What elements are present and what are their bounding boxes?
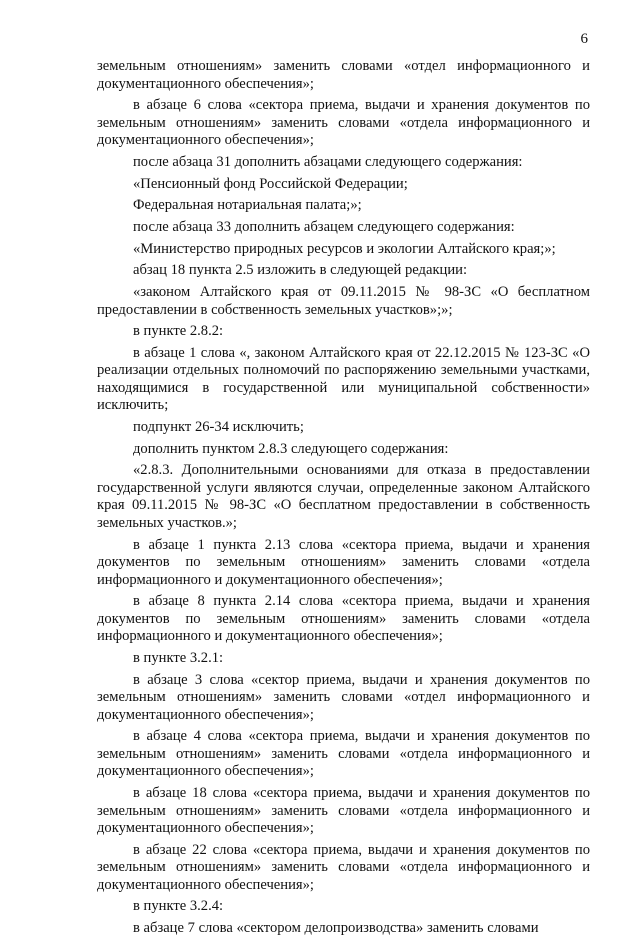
paragraph: в абзаце 1 слова «, законом Алтайского края от 22.12.2015 № 123-ЗС «О реализации отдельных полномочий по распоряжению земельными участками, находящимися в государственной или муниципальной собственности» исключить; xyxy=(97,344,590,414)
paragraph: в пункте 3.2.4: xyxy=(133,898,224,915)
paragraph: «Пенсионный фонд Российской Федерации; xyxy=(133,175,408,192)
paragraph: абзац 18 пункта 2.5 изложить в следующей редакции: xyxy=(133,262,468,279)
paragraph: в абзаце 4 слова «сектора приема, выдачи и хранения документов по земельным отношениям» заменить словами «отдела информационного и документационного обеспечения»; xyxy=(97,728,590,780)
paragraph: в абзаце 3 слова «сектор приема, выдачи и хранения документов по земельным отношениям» заменить словами «отдел информационного и документационного обеспечения»; xyxy=(97,671,590,723)
paragraph: «2.8.3. Дополнительными основаниями для отказа в предоставлении государственной услуги являются случаи, определенные законом Алтайского края 09.11.2015 № 98-ЗС «О бесплатном предоставлении в собственность земельных участков.»; xyxy=(97,462,590,531)
paragraph: в пункте 3.2.1: xyxy=(133,650,224,666)
document-body xyxy=(97,58,590,942)
paragraph: в абзаце 18 слова «сектора приема, выдачи и хранения документов по земельным отношениям» заменить словами «отдела информационного и документационного обеспечения»; xyxy=(97,785,590,837)
paragraph: в абзаце 7 слова «сектором делопроизводства» заменить словами xyxy=(133,920,539,937)
paragraph: в абзаце 6 слова «сектора приема, выдачи и хранения документов по земельным отношениям» заменить словами «отдела информационного и документационного обеспечения»; xyxy=(97,97,590,149)
paragraph: после абзаца 33 дополнить абзацем следующего содержания: xyxy=(133,218,515,235)
paragraph: земельным отношениям» заменить словами «отдел информационного и документационного обеспечения»; xyxy=(97,58,590,92)
paragraph: подпункт 26-34 исключить; xyxy=(133,419,304,436)
paragraph: в абзаце 22 слова «сектора приема, выдачи и хранения документов по земельным отношениям» заменить словами «отдела информационного и документационного обеспечения»; xyxy=(97,841,590,893)
paragraph: «Министерство природных ресурсов и экологии Алтайского края;»; xyxy=(133,240,556,257)
page-number: 6 xyxy=(580,31,588,47)
paragraph: в абзаце 1 пункта 2.13 слова «сектора приема, выдачи и хранения документов по земельным отношениям» заменить словами «отдела информационного и документационного обеспечения»; xyxy=(97,536,590,588)
paragraph: дополнить пунктом 2.8.3 следующего содержания: xyxy=(133,440,449,457)
paragraph: после абзаца 31 дополнить абзацами следующего содержания: xyxy=(133,153,523,170)
paragraph: «законом Алтайского края от 09.11.2015 № 98-ЗС «О бесплатном предоставлении в собственность земельных участков»;»; xyxy=(97,284,590,318)
paragraph: Федеральная нотариальная палата;»; xyxy=(133,197,362,214)
paragraph: в абзаце 8 пункта 2.14 слова «сектора приема, выдачи и хранения документов по земельным отношениям» заменить словами «отдела информационного и документационного обеспечения»; xyxy=(97,593,590,645)
paragraph: в пункте 2.8.2: xyxy=(133,323,224,340)
